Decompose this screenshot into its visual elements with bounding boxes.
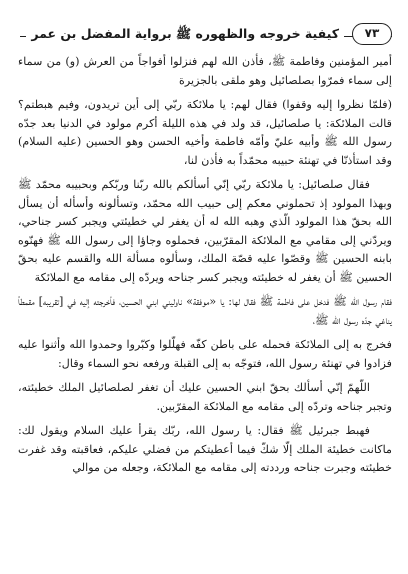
page-number: ٧٣ — [352, 23, 392, 45]
paragraph: (فلمّا نظروا إليه وقفوا) فقال لهم: يا ملائكة ربّي إلى أين تريدون، وفيم هبطتم؟ قالت الملائكة: يا صلصائيل، قد ولد في هذه الليلة أكرم مولود في الدنيا بعد جدّه رسول الله ﷺ وأبيه عليّ وأمّه فاطمة وأخيه الحسن وهو الحسين (عليه السلام) وقد استأذنّا في تهنئة حبيبه محمّداً به فأذن لنا، — [18, 98, 392, 167]
paragraph: فقال صلصائيل: يا ملائكة ربّي إنّي أسألكم بالله ربّنا وربّكم وبحبيبه محمّد ﷺ وبهذا المولود إذ تحملوني معكم إلى حبيب الله محمّد، وتسألونه وأسأله أن يسأل الله بحقّ هذا المولود الّذي وهبه الله له أن يغفر لي خطيئتي ويجبر كسر جناحي، ويردّني إلى مقامي مع الملائكة المقرّبين، فحملوه وجاؤا إلى رسول الله ﷺ فهنّوه بابنه الحسين ﷺ وقصّوا عليه قصّة الملك، وسألوه مسألة الله والقسم عليه بحقّ الحسين ﷺ أن يغفر له خطيئته ويجبر كسر جناحه ويردّه إلى مقامه مع الملائكة — [18, 178, 392, 284]
running-title: كيفية خروجه والظهوره ﷺ برواية المفضل بن عمر — [26, 22, 344, 46]
body-text — [18, 53, 392, 484]
paragraph: فهبط جبرئيل ﷺ فقال: يا رسول الله، ربّك يقرأ عليك السلام ويقول لك: ماكانت خطيئة الملك إلّا شكّ فيما أعطيتكم من فضلي عليكم، فعاقبته وقد غفرت خطيئته وجبرت جناحه ورددته إلى مقامه مع الملائكة، وجعله من موالي — [18, 424, 392, 474]
page-header — [20, 22, 392, 46]
paragraph: فقام رسول الله ﷺ فدخل على فاطمة ﷺ فقال لها: يا «موفقة» ناوليني ابني الحسين، فأخرجته إليه في [تقريبه] مقمطاً يناغي جدّه رسول الله ﷺ، — [18, 295, 392, 327]
prayer-paragraph: اللّهمّ إنّي أسألك بحقّ ابني الحسين عليك أن تغفر لصلصائيل الملك خطيئته، وتجبر جناحه وتردّه إلى مقامه مع الملائكة المقرّبين. — [18, 381, 392, 413]
paragraph: فخرج به إلى الملائكة فحمله على باطن كفّه فهلّلوا وكبّروا وحمدوا الله وأثنوا عليه فزادوا في تهنئة رسول الله، فتوجّه به إلى القبلة ورفعه نحو السماء وقال: — [18, 338, 392, 370]
paragraph: أمير المؤمنين وفاطمة ﷺ، فأذن الله لهم فنزلوا أفواجاً من العرش (و) من سماء إلى سماء فمرّوا بصلصائيل وهو ملقى بالجزيرة — [18, 55, 392, 87]
